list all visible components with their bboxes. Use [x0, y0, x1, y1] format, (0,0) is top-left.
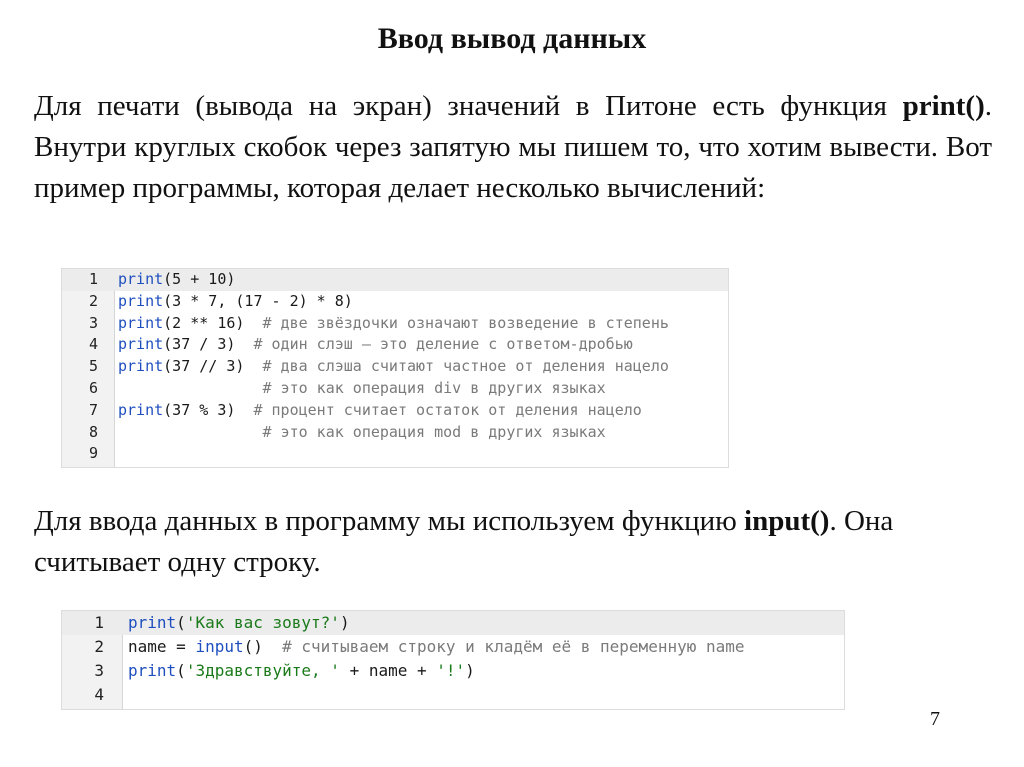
code-token — [118, 379, 263, 397]
intro-text-2: . Внутри круглых скобок через запятую мы пишем то, что хотим вывести. Вот пример программы, которая делает несколько вычислений: — [34, 90, 992, 204]
code-source — [118, 292, 353, 310]
code-line — [62, 400, 728, 422]
line-number: 8 — [88, 422, 98, 441]
slide-title: Ввод вывод данных — [377, 22, 647, 55]
line-number: 3 — [88, 313, 98, 332]
code-line — [62, 313, 728, 335]
line-number: 7 — [88, 400, 98, 419]
line-number: 6 — [88, 378, 98, 397]
code-keyword: print — [118, 357, 164, 376]
code-comment: # считываем строку и кладём её в переменную name — [282, 637, 745, 656]
input-paragraph — [34, 501, 992, 583]
line-number: 9 — [88, 444, 98, 463]
code-line — [62, 356, 728, 378]
code-source — [118, 423, 606, 441]
line-number: 2 — [94, 637, 104, 656]
code-lines — [62, 611, 844, 707]
code-token: (37 // 3) — [163, 357, 263, 376]
code-line — [62, 422, 728, 444]
print-function-name: print() — [902, 90, 985, 122]
code-keyword: print — [128, 661, 177, 680]
code-block-input — [61, 610, 845, 710]
code-source — [118, 379, 606, 397]
code-line — [62, 378, 728, 400]
code-line — [62, 659, 844, 683]
code-line — [62, 635, 844, 659]
code-source — [118, 270, 235, 288]
code-comment: # это как операция div в других языках — [262, 378, 606, 397]
code-comment: # два слэша считают частное от деления нацело — [262, 357, 669, 376]
code-string: 'Здравствуйте, ' — [185, 661, 340, 680]
code-token: (2 ** 16) — [163, 313, 263, 332]
code-source — [118, 335, 633, 353]
code-token: ( — [176, 613, 186, 632]
page-number: 7 — [930, 708, 940, 730]
code-token: + name + — [339, 661, 437, 680]
code-source — [128, 637, 745, 656]
code-line — [62, 269, 728, 291]
code-source — [128, 661, 475, 680]
code-source — [118, 401, 642, 419]
line-number: 4 — [88, 335, 98, 354]
code-lines — [62, 269, 728, 465]
code-source — [128, 613, 350, 632]
line-number: 5 — [88, 357, 98, 376]
code-string: 'Как вас зовут?' — [185, 613, 340, 632]
code-comment: # процент считает остаток от деления нацело — [253, 400, 642, 419]
code-comment: # один слэш — это деление с ответом-дробью — [253, 335, 633, 354]
code-line — [62, 334, 728, 356]
code-keyword: print — [118, 335, 164, 354]
intro-text-1: Для печати (вывода на экран) значений в Питоне есть функция — [34, 90, 903, 122]
code-string: '!' — [436, 661, 466, 680]
code-keyword: input — [195, 637, 244, 656]
input-text-2: . Она считывает одну строку. — [34, 505, 894, 578]
code-token: (37 / 3) — [163, 335, 254, 354]
code-keyword: print — [118, 270, 164, 288]
code-block-print — [61, 268, 729, 468]
code-token: (5 + 10) — [163, 270, 236, 288]
line-number: 2 — [88, 291, 98, 310]
line-number: 4 — [94, 685, 104, 704]
code-token: (37 % 3) — [163, 400, 254, 419]
code-token: () — [243, 637, 283, 656]
input-text-1: Для ввода данных в программу мы используем функцию — [34, 505, 745, 537]
line-number: 1 — [94, 613, 104, 632]
line-number: 3 — [94, 661, 104, 680]
code-comment: # две звёздочки означают возведение в степень — [262, 313, 669, 332]
code-token: ) — [465, 661, 475, 680]
code-line — [62, 683, 844, 707]
code-token: (3 * 7, (17 - 2) * 8) — [163, 291, 353, 310]
code-token — [118, 423, 263, 441]
code-line — [62, 291, 728, 313]
code-token: ) — [339, 613, 350, 632]
input-function-name: input() — [744, 505, 830, 537]
line-number: 1 — [88, 270, 98, 288]
code-token: ( — [176, 661, 186, 680]
code-keyword: print — [118, 313, 164, 332]
code-line — [62, 611, 844, 635]
code-source — [118, 314, 669, 332]
code-keyword: print — [118, 291, 164, 310]
code-line — [62, 443, 728, 465]
code-source — [118, 357, 669, 375]
intro-paragraph — [34, 86, 992, 209]
code-keyword: print — [118, 400, 164, 419]
code-comment: # это как операция mod в других языках — [262, 422, 606, 441]
code-token: name = — [128, 637, 196, 656]
code-keyword: print — [128, 613, 177, 632]
